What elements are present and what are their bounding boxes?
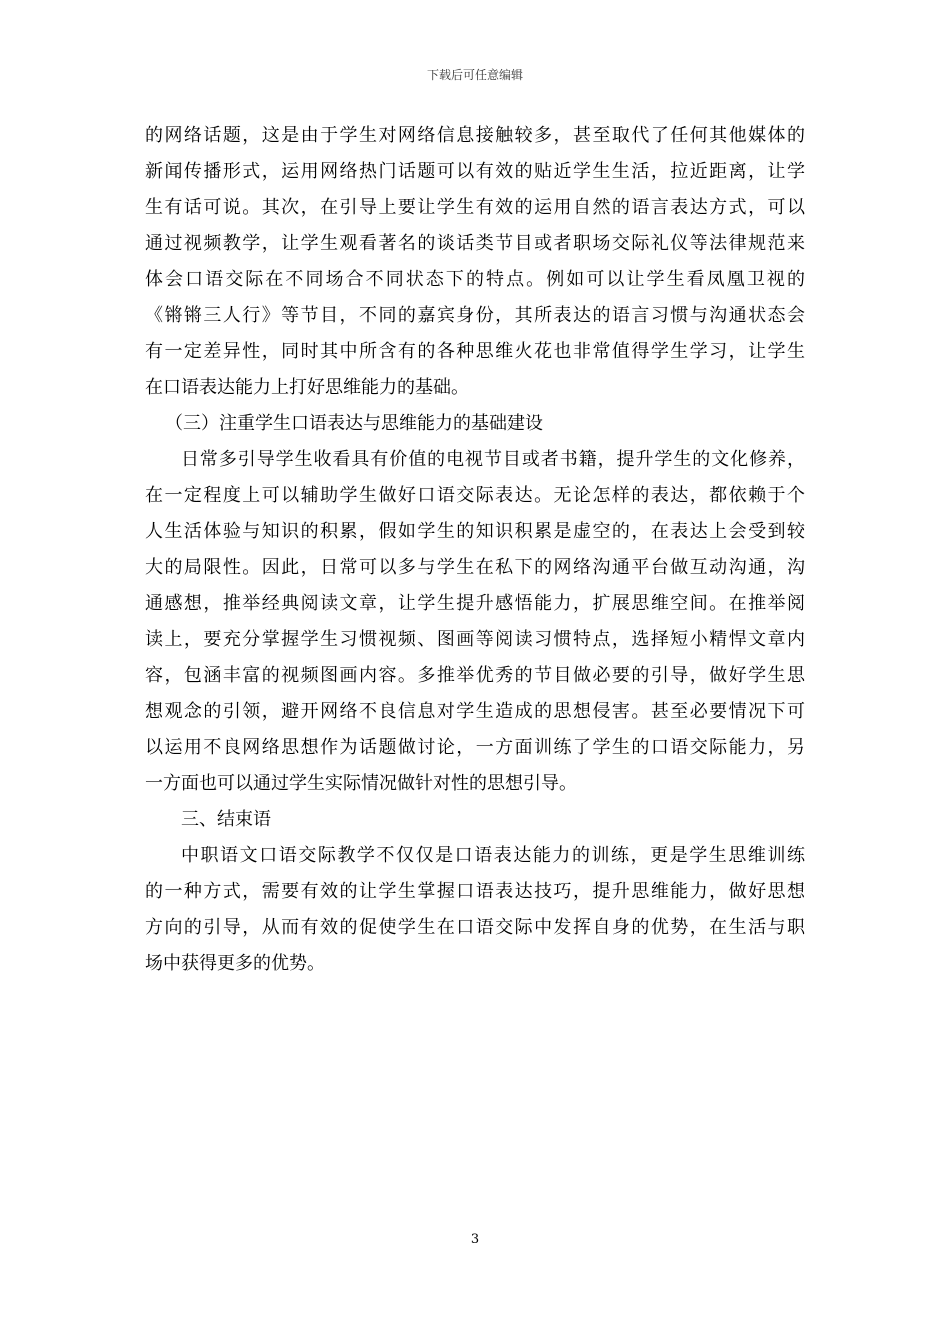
section-heading-3: （三）注重学生口语表达与思维能力的基础建设 [165, 413, 543, 434]
text-line: 的一种方式，需要有效的让学生掌握口语表达技巧，提升思维能力，做好思想 [145, 881, 805, 902]
text-line: 以运用不良网络思想作为话题做讨论，一方面训练了学生的口语交际能力，另 [145, 737, 805, 758]
paragraph-3 [145, 838, 805, 982]
text-line: 生有话可说。其次，在引导上要让学生有效的运用自然的语言表达方式，可以 [145, 197, 805, 218]
text-line: 通过视频教学，让学生观看著名的谈话类节目或者职场交际礼仪等法律规范来 [145, 233, 805, 254]
text-line: 的网络话题，这是由于学生对网络信息接触较多，甚至取代了任何其他媒体的 [145, 125, 805, 146]
text-line: 日常多引导学生收看具有价值的电视节目或者书籍，提升学生的文化修养， [181, 449, 805, 470]
conclusion-heading: 三、结束语 [181, 809, 271, 830]
page-number: 3 [470, 1232, 480, 1247]
paragraph-1 [145, 118, 805, 406]
text-line: 通感想，推举经典阅读文章，让学生提升感悟能力，扩展思维空间。在推举阅 [145, 593, 805, 614]
text-line: 想观念的引领，避开网络不良信息对学生造成的思想侵害。甚至必要情况下可 [145, 701, 805, 722]
text-line: 有一定差异性，同时其中所含有的各种思维火花也非常值得学生学习，让学生 [145, 341, 805, 362]
text-line: 一方面也可以通过学生实际情况做针对性的思想引导。 [145, 773, 577, 794]
text-line: 场中获得更多的优势。 [145, 953, 325, 974]
text-line: 大的局限性。因此，日常可以多与学生在私下的网络沟通平台做互动沟通，沟 [145, 557, 805, 578]
text-line: 在一定程度上可以辅助学生做好口语交际表达。无论怎样的表达，都依赖于个 [145, 485, 805, 506]
document-body [145, 118, 805, 982]
text-line: 人生活体验与知识的积累，假如学生的知识积累是虚空的，在表达上会受到较 [145, 521, 805, 542]
text-line: 《锵锵三人行》等节目，不同的嘉宾身份，其所表达的语言习惯与沟通状态会 [145, 305, 805, 326]
paragraph-2 [145, 442, 805, 802]
text-line: 新闻传播形式，运用网络热门话题可以有效的贴近学生生活，拉近距离，让学 [145, 161, 805, 182]
text-line: 中职语文口语交际教学不仅仅是口语表达能力的训练，更是学生思维训练 [181, 845, 805, 866]
text-line: 容，包涵丰富的视频图画内容。多推举优秀的节目做必要的引导，做好学生思 [145, 665, 805, 686]
text-line: 在口语表达能力上打好思维能力的基础。 [145, 377, 469, 398]
text-line: 读上，要充分掌握学生习惯视频、图画等阅读习惯特点，选择短小精悍文章内 [145, 629, 805, 650]
text-line: 体会口语交际在不同场合不同状态下的特点。例如可以让学生看凤凰卫视的 [145, 269, 805, 290]
text-line: 方向的引导，从而有效的促使学生在口语交际中发挥自身的优势，在生活与职 [145, 917, 805, 938]
page-header: 下载后可任意编辑 [426, 68, 523, 82]
